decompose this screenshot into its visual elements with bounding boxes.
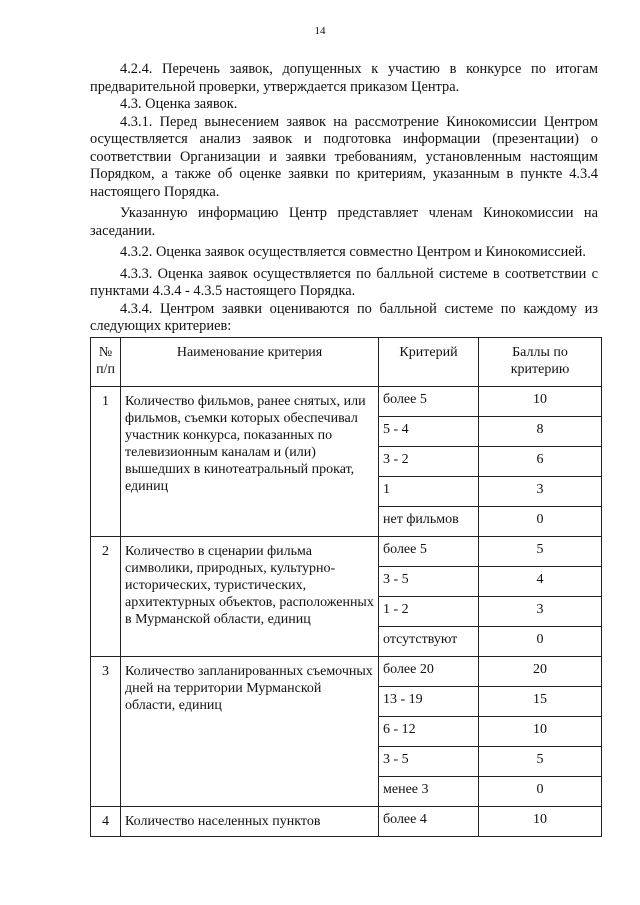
paragraph-info: Указанную информацию Центр представляет членам Кинокомиссии на заседании.: [90, 205, 598, 239]
criterion-value: более 20: [379, 657, 479, 687]
criterion-points: 5: [479, 747, 602, 777]
criterion-value: нет фильмов: [379, 507, 479, 537]
paragraph-4-3-2: 4.3.2. Оценка заявок осуществляется совместно Центром и Кинокомиссией.: [120, 244, 586, 260]
criterion-points: 3: [479, 597, 602, 627]
criterion-points: 3: [479, 477, 602, 507]
page-number: 14: [314, 25, 326, 37]
criterion-points: 0: [479, 627, 602, 657]
criterion-value: 1: [379, 477, 479, 507]
document-body: [90, 61, 598, 336]
criterion-value: 5 - 4: [379, 417, 479, 447]
criterion-name: Количество фильмов, ранее снятых, или фильмов, съемки которых обеспечивал участник конкурса, показанных по телевизионным каналам и (или) вышедших в кинотеатральный прокат, единиц: [121, 387, 379, 537]
row-number: 1: [91, 387, 121, 537]
table-row: [91, 537, 602, 567]
criterion-value: более 5: [379, 537, 479, 567]
header-num: № п/п: [91, 338, 121, 387]
paragraph-4-3-3: 4.3.3. Оценка заявок осуществляется по балльной системе в соответствии с пунктами 4.3.4 - 4.3.5 настоящего Порядка.: [90, 265, 598, 299]
row-number: 3: [91, 657, 121, 807]
criterion-value: 3 - 2: [379, 447, 479, 477]
criterion-value: менее 3: [379, 777, 479, 807]
row-number: 4: [91, 807, 121, 837]
criterion-points: 10: [479, 807, 602, 837]
criterion-value: 13 - 19: [379, 687, 479, 717]
criterion-points: 10: [479, 387, 602, 417]
table-body: [91, 387, 602, 837]
paragraph-4-3-4: 4.3.4. Центром заявки оцениваются по балльной системе по каждому из следующих критериев:: [90, 300, 598, 334]
criteria-table: [90, 337, 602, 837]
criterion-value: 3 - 5: [379, 567, 479, 597]
table-header-row: [91, 338, 602, 387]
paragraph-4-3-1: 4.3.1. Перед вынесением заявок на рассмотрение Кинокомиссии Центром осуществляется анализ заявок и подготовка информации (презентации) о соответствии Организации и заявки требованиям, установленным настоящим Порядком, а также об оценке заявки по критериям, указанным в пункте 4.3.4 настоящего Порядка.: [90, 113, 598, 200]
row-number: 2: [91, 537, 121, 657]
criterion-value: отсутствуют: [379, 627, 479, 657]
criterion-value: 1 - 2: [379, 597, 479, 627]
paragraph-4-3: 4.3. Оценка заявок.: [120, 96, 238, 112]
criterion-points: 0: [479, 507, 602, 537]
criterion-points: 6: [479, 447, 602, 477]
criterion-points: 10: [479, 717, 602, 747]
criterion-value: 6 - 12: [379, 717, 479, 747]
header-name: Наименование критерия: [121, 338, 379, 387]
header-criterion: Критерий: [379, 338, 479, 387]
criterion-name: Количество запланированных съемочных дней на территории Мурманской области, единиц: [121, 657, 379, 807]
criterion-points: 5: [479, 537, 602, 567]
table-row: [91, 657, 602, 687]
criterion-points: 20: [479, 657, 602, 687]
criterion-points: 4: [479, 567, 602, 597]
criterion-points: 8: [479, 417, 602, 447]
criterion-points: 15: [479, 687, 602, 717]
table-row: [91, 387, 602, 417]
criterion-value: более 4: [379, 807, 479, 837]
criterion-points: 0: [479, 777, 602, 807]
paragraph-4-2-4: 4.2.4. Перечень заявок, допущенных к участию в конкурсе по итогам предварительной проверки, утверждается приказом Центра.: [90, 61, 598, 95]
table-row: [91, 807, 602, 837]
criterion-name: Количество населенных пунктов: [121, 807, 379, 837]
criterion-value: более 5: [379, 387, 479, 417]
criterion-name: Количество в сценарии фильма символики, природных, культурно-исторических, туристических, архитектурных объектов, расположенных в Мурманской области, единиц: [121, 537, 379, 657]
criterion-value: 3 - 5: [379, 747, 479, 777]
header-points: Баллы по критерию: [479, 338, 602, 387]
